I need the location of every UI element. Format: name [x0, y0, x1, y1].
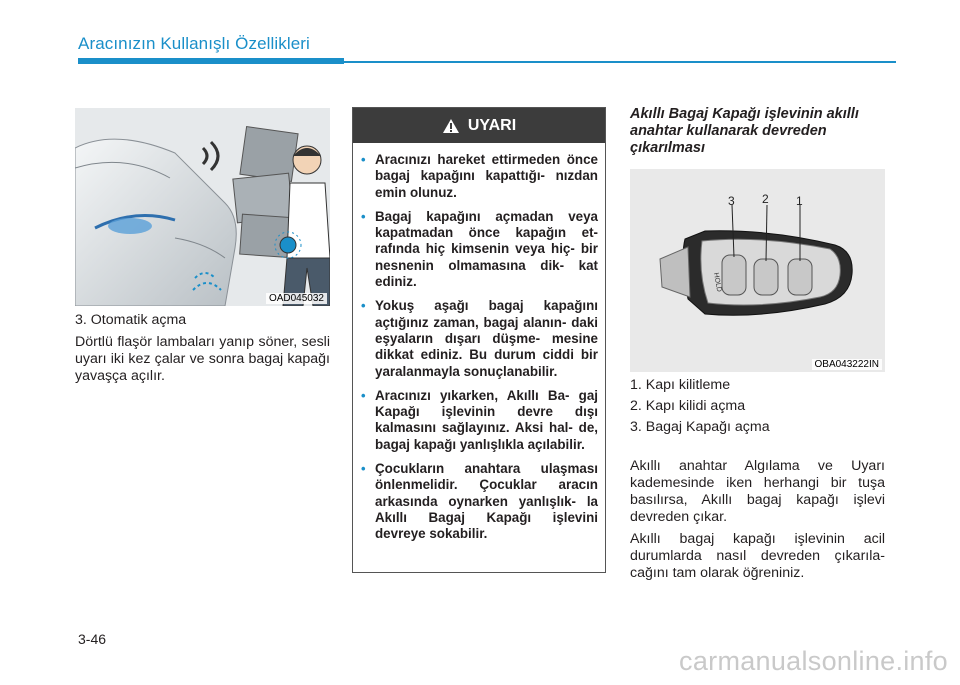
paragraph: Akıllı anahtar Algılama ve Uyarı kademesinde iken herhangi bir tuşa basılırsa, Akıllı bagaj kapağı işlevi devreden çıkar. [630, 458, 885, 525]
paragraph: Akıllı bagaj kapağı işlevinin acil durumlarda nasıl devreden çıkarıla- cağını tam olarak öğreniniz. [630, 531, 885, 581]
hold-label: HOLD [712, 272, 723, 293]
bullet-icon: • [361, 208, 366, 224]
warning-triangle-icon [442, 118, 460, 134]
warning-list [353, 143, 605, 543]
key-label-1: 1 [796, 194, 803, 208]
warning-item: • Bagaj kapağını açmadan veya kapatmadan önce kapağın et- rafında hiç kimsenin veya hiç- bir nesnenin olmamasına dik- kat ediniz. [361, 208, 598, 290]
section-title: Aracınızın Kullanışlı Özellikleri [78, 34, 310, 53]
car-trunk-person-drawing [75, 108, 330, 306]
unlock-button [754, 259, 778, 295]
warning-item: • Çocukların anahtara ulaşması önlenmelidir. Çocuklar aracın arkasında oynarken yanlışlık- la Akıllı Bagaj Kapağı işlevini devreye sokabilir. [361, 461, 598, 542]
warning-item: • Aracınızı hareket ettirmeden önce bagaj kapağını kapattığı- nızdan emin olunuz. [361, 152, 598, 200]
trunk-button [722, 255, 746, 295]
header-rule [344, 61, 896, 63]
lock-button [788, 259, 812, 295]
item-title: 3. Otomatik açma [75, 312, 187, 328]
auto-open-description [75, 312, 330, 390]
deactivation-description [630, 458, 885, 587]
list-item: 1. Kapı kilitleme [630, 377, 731, 393]
watermark: carmanualsonline.info [679, 646, 948, 676]
bullet-icon: • [361, 152, 366, 167]
bullet-icon: • [361, 387, 366, 403]
header-accent-bar [78, 58, 344, 64]
image-code: OAD045032 [266, 293, 327, 304]
smart-key-drawing [630, 169, 885, 372]
warning-item: • Aracınızı yıkarken, Akıllı Ba- gaj Kapağı işlevinin devre dışı kalmasını sağlayınız. Aksi hal- de, bagaj kapağı yanlışlıkla açılabilir. [361, 387, 598, 452]
list-item: 3. Bagaj Kapağı açma [630, 419, 770, 435]
image-code: OBA043222IN [812, 359, 883, 370]
trunk-opening-illustration [75, 108, 330, 306]
section-heading: Akıllı Bagaj Kapağı işlevinin akıllı anahtar kullanarak devreden çıkarılması [630, 106, 859, 156]
warning-item: • Yokuş aşağı bagaj kapağını açtığınız zaman, bagaj alanın- daki eşyaların dışarı düşme- mesine dikkat ediniz. Bu durum ciddi bir yaralanmayla sonuçlanabilir. [361, 298, 598, 379]
bullet-icon: • [361, 298, 366, 314]
warning-label: UYARI [467, 116, 517, 134]
bullet-icon: • [361, 461, 366, 477]
key-label-3: 3 [728, 194, 735, 208]
paragraph: Dörtlü flaşör lambaları yanıp söner, sesli uyarı iki kez çalar ve sonra bagaj kapağı yavaşça açılır. [75, 334, 330, 384]
key-button-list [630, 376, 890, 439]
key-label-2: 2 [762, 192, 769, 206]
smart-key-illustration [630, 169, 885, 372]
warning-header [353, 108, 605, 143]
warning-box [352, 107, 606, 573]
list-item: 2. Kapı kilidi açma [630, 398, 746, 414]
page-number: 3-46 [78, 631, 107, 647]
